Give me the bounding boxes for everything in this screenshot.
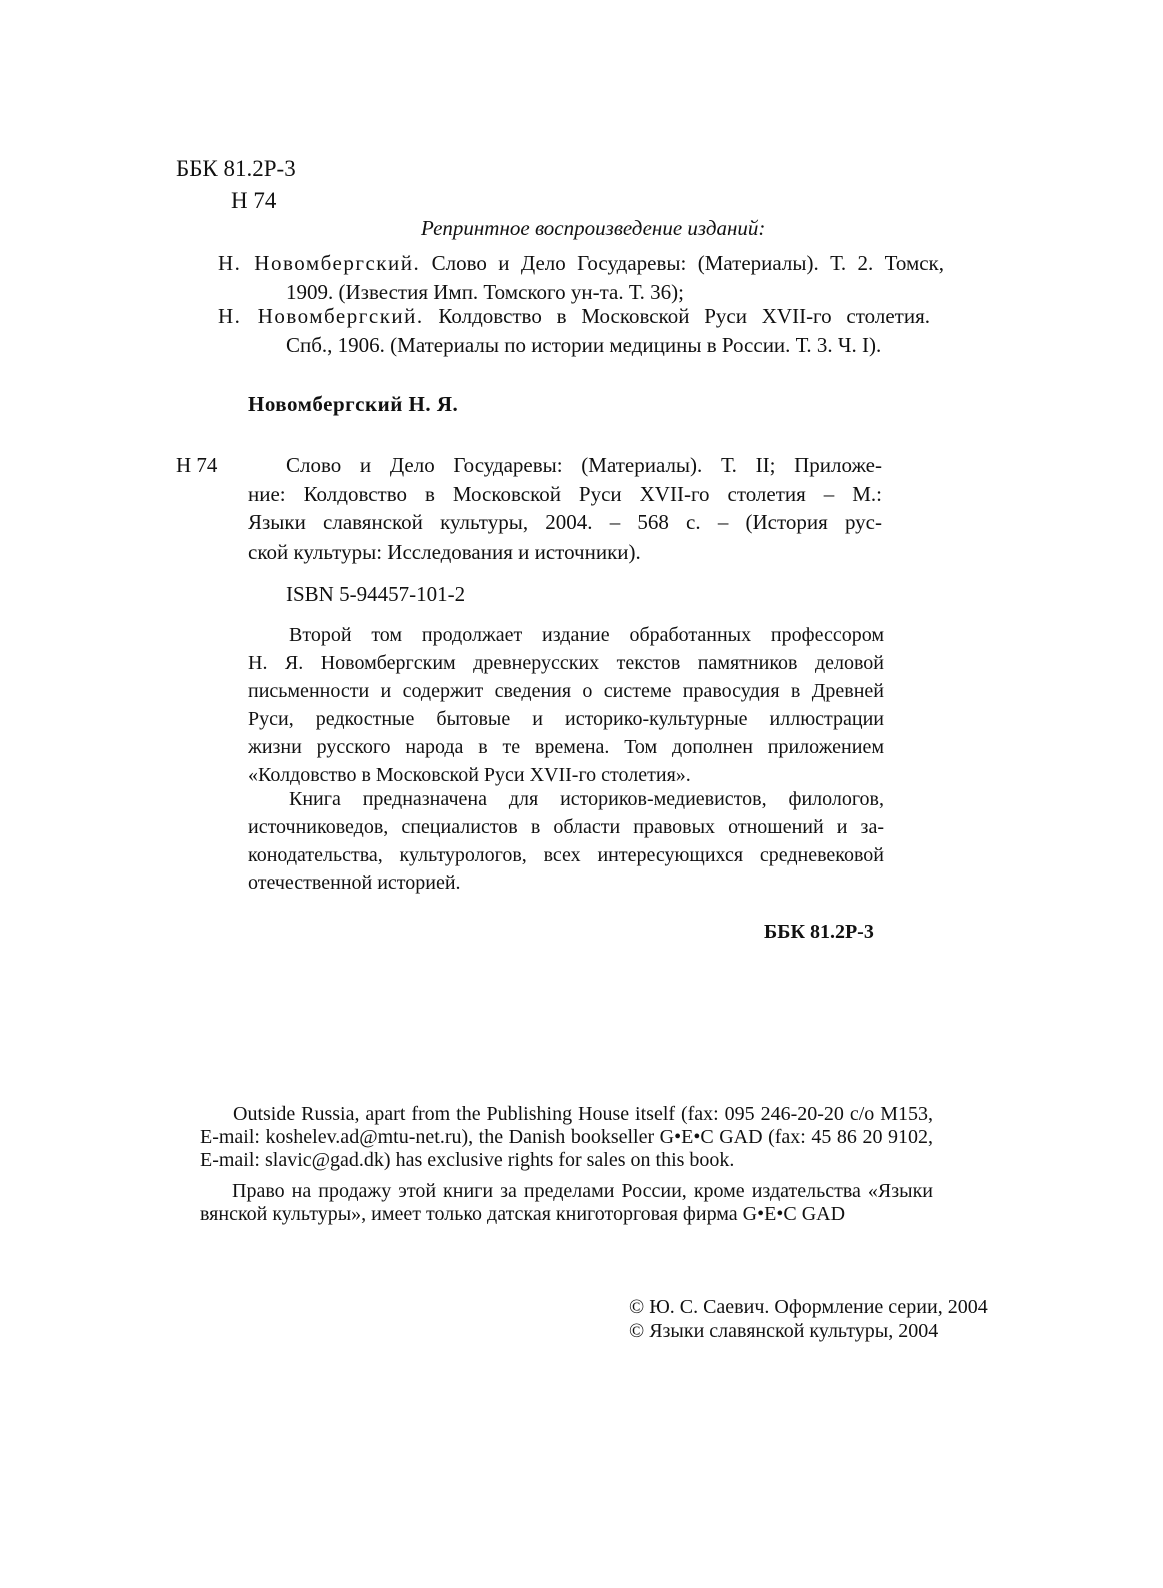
rights-english-line: E-mail: koshelev.ad@mtu-net.ru), the Danish bookseller G•E•C GAD (fax: 45 86 20 9102, bbox=[200, 1126, 933, 1148]
reprint-source-1-line2: 1909. (Известия Имп. Томского ун-та. Т. 36); bbox=[286, 280, 684, 304]
catalog-entry-text bbox=[286, 453, 882, 481]
annotation-line: письменности и содержит сведения о системе правосудия в Древней bbox=[248, 680, 884, 702]
catalog-line: ние: Колдовство в Московской Руси XVII-го столетия – М.: bbox=[248, 482, 882, 506]
annotation-line: конодательства, культурологов, всех интересующихся средневековой bbox=[248, 844, 884, 866]
reprint-source-1 bbox=[218, 251, 944, 279]
annotation-p1 bbox=[289, 624, 884, 652]
annotation-p1-cont bbox=[248, 652, 884, 764]
rights-russian bbox=[232, 1180, 933, 1203]
rights-russian-line: вянской культуры», имеет только датская книготорговая фирма G•E•C GAD bbox=[200, 1203, 846, 1225]
annotation-p2 bbox=[289, 788, 884, 816]
reprint-heading: Репринтное воспроизведение изданий: bbox=[421, 216, 766, 240]
bbk-index: ББК 81.2Р-3 bbox=[176, 156, 296, 181]
reprint-source-2-line1 bbox=[218, 304, 930, 332]
annotation-line: отечественной историей. bbox=[248, 872, 461, 894]
reprint-source-2-author: Н. Новомбергский. bbox=[218, 304, 424, 328]
annotation-line: Книга предназначена для историков-медиевистов, филологов, bbox=[289, 788, 884, 810]
copyright-publisher: © Языки славянской культуры, 2004 bbox=[629, 1320, 939, 1342]
annotation-line: «Колдовство в Московской Руси XVII-го столетия». bbox=[248, 764, 691, 786]
reprint-source-2-line2: Спб., 1906. (Материалы по истории медицины в России. Т. 3. Ч. I). bbox=[286, 333, 882, 357]
catalog-entry-text-2 bbox=[248, 482, 882, 538]
annotation-line: Н. Я. Новомбергским древнерусских текстов памятников деловой bbox=[248, 652, 884, 674]
isbn: ISBN 5-94457-101-2 bbox=[286, 582, 466, 606]
annotation-line: Руси, редкостные бытовые и историко-культурные иллюстрации bbox=[248, 708, 884, 730]
rights-russian-line: Право на продажу этой книги за пределами России, кроме издательства «Языки bbox=[232, 1180, 933, 1202]
catalog-line: Языки славянской культуры, 2004. – 568 с. – (История рус- bbox=[248, 510, 882, 534]
copyright-series-design: © Ю. С. Саевич. Оформление серии, 2004 bbox=[629, 1296, 988, 1318]
author-heading: Новомбергский Н. Я. bbox=[248, 392, 459, 416]
reprint-source-1-author: Н. Новомбергский. bbox=[218, 251, 421, 275]
rights-english-line: Outside Russia, apart from the Publishing House itself (fax: 095 246-20-20 c/o M153, bbox=[233, 1103, 933, 1125]
reprint-source-1-line1 bbox=[218, 251, 944, 279]
annotation-line: Второй том продолжает издание обработанных профессором bbox=[289, 624, 884, 646]
annotation-line: жизни русского народа в те времена. Том дополнен приложением bbox=[248, 736, 884, 758]
rights-english-line: E-mail: slavic@gad.dk) has exclusive rights for sales on this book. bbox=[200, 1149, 735, 1171]
bbk-bottom: ББК 81.2Р-3 bbox=[764, 921, 874, 943]
author-mark: Н 74 bbox=[231, 188, 277, 213]
reprint-source-2-title: Колдовство в Московской Руси XVII-го столетия. bbox=[438, 304, 930, 328]
reprint-source-2 bbox=[218, 304, 930, 332]
reprint-source-1-title: Слово и Дело Государевы: (Материалы). Т. 2. Томск, bbox=[431, 251, 944, 275]
catalog-line: Слово и Дело Государевы: (Материалы). Т. II; Приложе- bbox=[286, 453, 882, 477]
catalog-line: ской культуры: Исследования и источники). bbox=[248, 540, 641, 564]
annotation-line: источниковедов, специалистов в области правовых отношений и за- bbox=[248, 816, 884, 838]
rights-english bbox=[200, 1103, 933, 1149]
catalog-mark: Н 74 bbox=[176, 453, 218, 477]
annotation-p2-cont bbox=[248, 816, 884, 872]
